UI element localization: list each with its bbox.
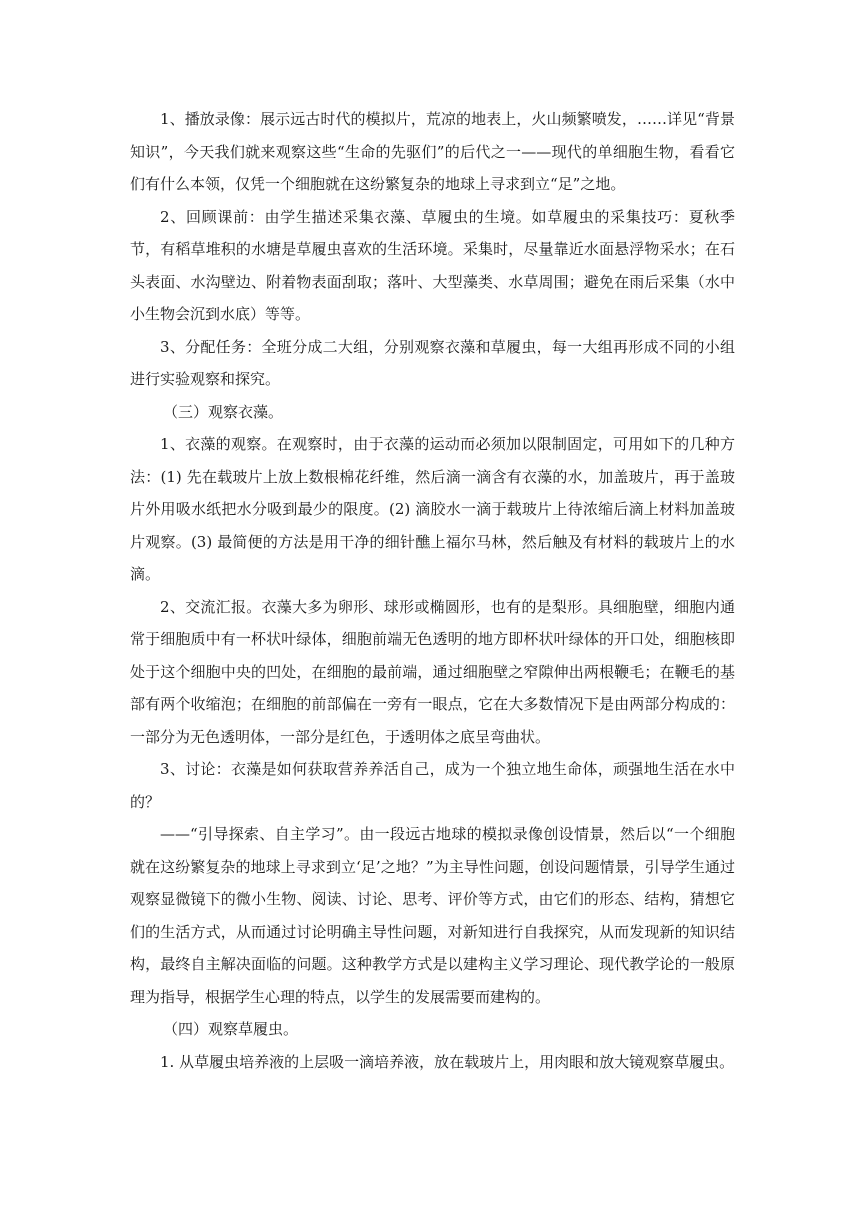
paragraph-assign-tasks: 3、分配任务：全班分成二大组，分别观察衣藻和草履虫，每一大组再形成不同的小组进行实验观察和探究。	[130, 337, 735, 388]
document-body	[130, 103, 735, 1078]
paragraph-commentary: ——“引导探索、自主学习”。由一段远古地球的模拟录像创设情景，然后以“一个细胞就在这纷繁复杂的地球上寻求到立‘足’之地？”为主导性问题，创设问题情景，引导学生通过观察显微镜下的微小生物、阅读、讨论、思考、评价等方式，由它们的形态、结构，猜想它们的生活方式，从而通过讨论明确主导性问题，对新知进行自我探究，从而发现新的知识结构，最终自主解决面临的问题。这种教学方式是以建构主义学习理论、现代教学论的一般原理为指导，根据学生心理的特点，以学生的发展需要而建构的。	[130, 825, 735, 1006]
section-heading-paramecium: （四）观察草履虫。	[163, 1020, 299, 1038]
paragraph-paramecium-step-1: 1. 从草履虫培养液的上层吸一滴培养液，放在载玻片上，用肉眼和放大镜观察草履虫。	[160, 1052, 735, 1071]
paragraph-report: 2、交流汇报。衣藻大多为卵形、球形或椭圆形，也有的是梨形。具细胞壁，细胞内通常于细胞质中有一杯状叶绿体，细胞前端无色透明的地方即杯状叶绿体的开口处，细胞核即处于这个细胞中央的凹处，在细胞的最前端，通过细胞壁之窄隙伸出两根鞭毛；在鞭毛的基部有两个收缩泡；在细胞的前部偏在一旁有一眼点，它在大多数情况下是由两部分构成的：一部分为无色透明体，一部分是红色，于透明体之底呈弯曲状。	[130, 597, 735, 746]
paragraph-playback: 1、播放录像：展示远古时代的模拟片，荒凉的地表上，火山频繁喷发，……详见“背景知识”，今天我们就来观察这些“生命的先驱们”的后代之一——现代的单细胞生物，看看它们有什么本领，仅凭一个细胞就在这纷繁复杂的地球上寻求到立“足”之地。	[130, 110, 735, 193]
paragraph-observation-methods: 1、衣藻的观察。在观察时，由于衣藻的运动而必须加以限制固定，可用如下的几种方法：(1) 先在载玻片上放上数根棉花纤维，然后滴一滴含有衣藻的水，加盖玻片，再于盖玻片外用吸水纸把水分吸到最少的限度。(2) 滴胶水一滴于载玻片上待浓缩后滴上材料加盖玻片观察。(3) 最简便的方法是用干净的细针醮上福尔马林，然后触及有材料的载玻片上的水滴。	[130, 435, 735, 583]
paragraph-discussion: 3、讨论：衣藻是如何获取营养养活自己，成为一个独立地生命体，顽强地生活在水中的？	[130, 760, 735, 811]
section-heading-chlamydomonas: （三）观察衣藻。	[163, 402, 284, 421]
paragraph-review: 2、回顾课前：由学生描述采集衣藻、草履虫的生境。如草履虫的采集技巧：夏秋季节，有稻草堆积的水塘是草履虫喜欢的生活环境。采集时，尽量靠近水面悬浮物采水；在石头表面、水沟壁边、附着物表面刮取；落叶、大型藻类、水草周围；避免在雨后采集（水中小生物会沉到水底）等等。	[130, 207, 735, 323]
